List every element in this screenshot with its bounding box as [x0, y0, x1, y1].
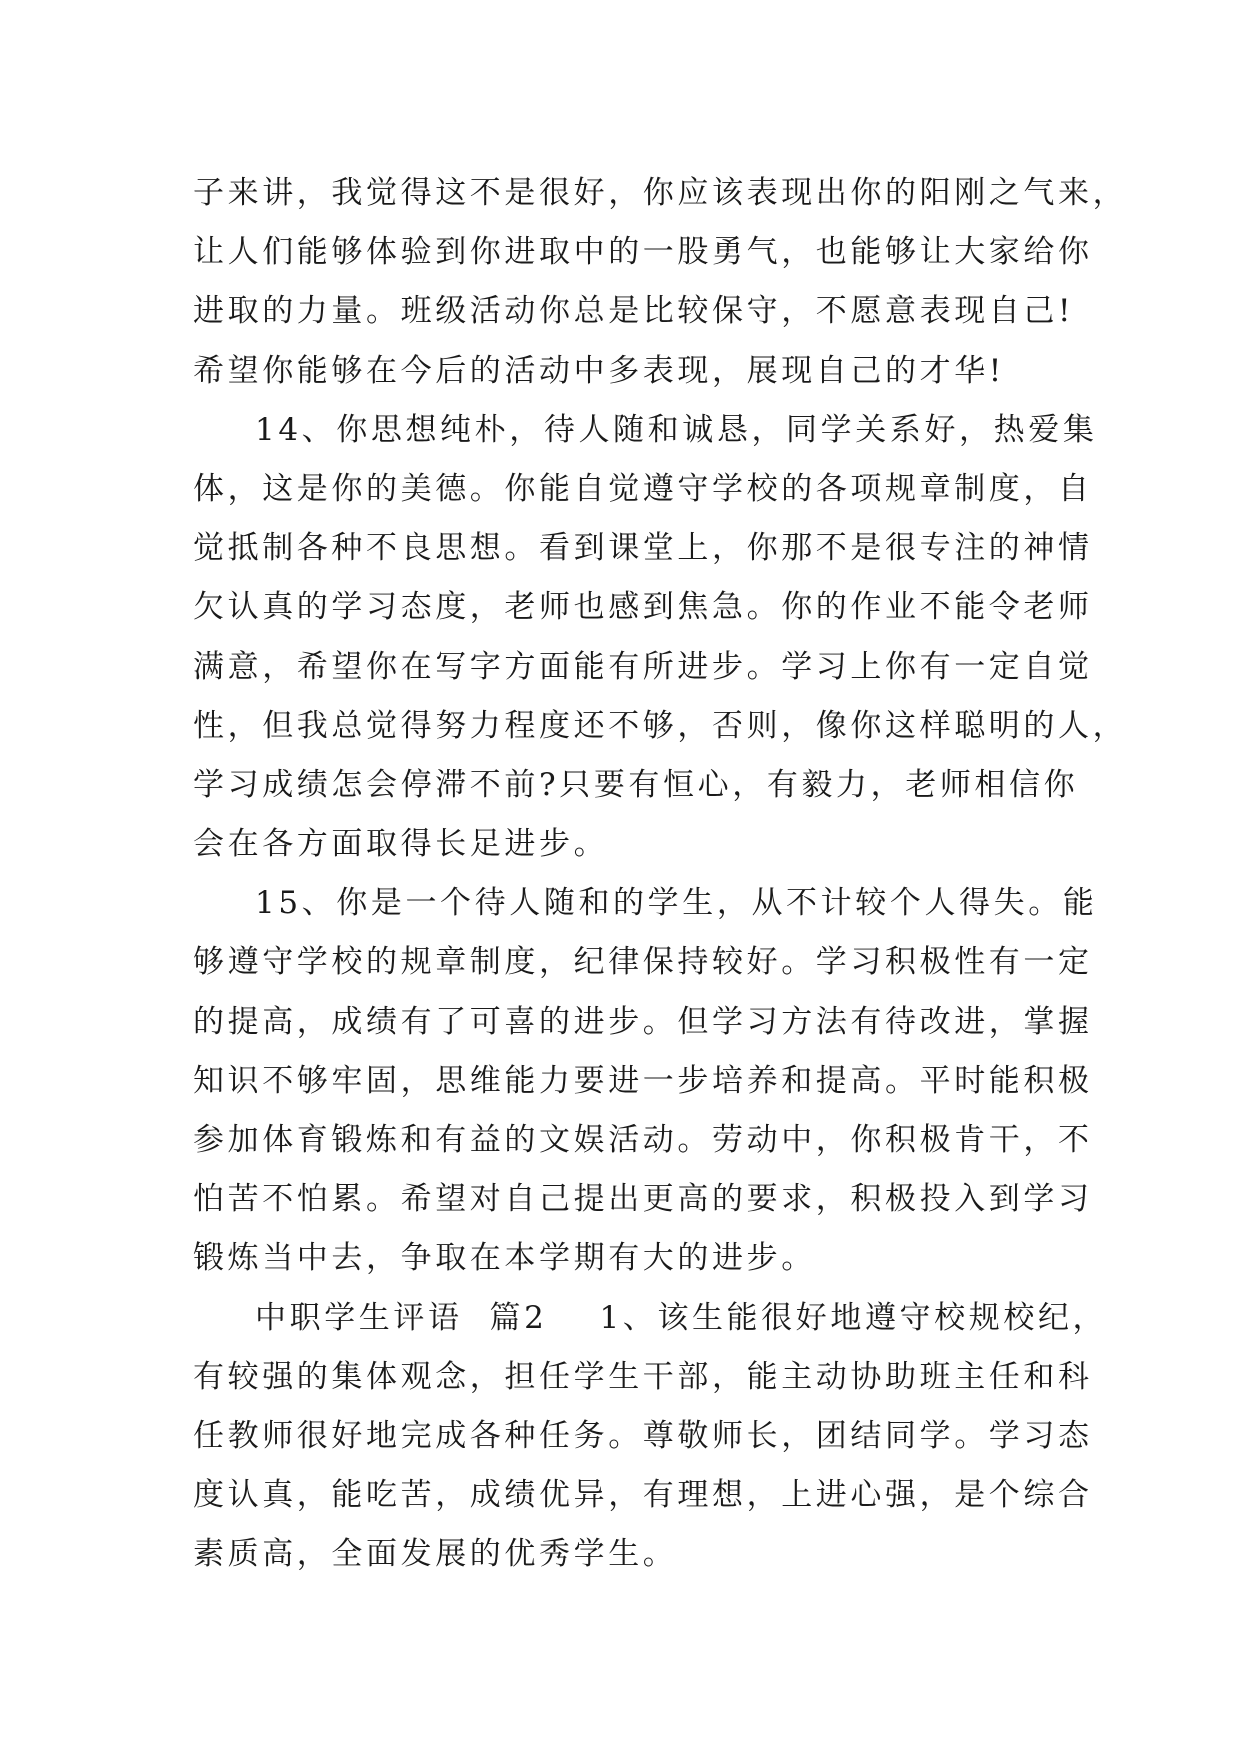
text-line: 满意，希望你在写字方面能有所进步。学习上你有一定自觉	[193, 648, 1093, 685]
text-line: 学习成绩怎会停滞不前?只要有恒心，有毅力，老师相信你	[193, 766, 1079, 803]
text-line-rest: 1、该生能很好地遵守校规校纪，	[599, 1299, 1108, 1336]
text-line: 15、你是一个待人随和的学生，从不计较个人得失。能	[255, 885, 1098, 922]
text-line: 度认真，能吃苦，成绩优异，有理想，上进心强，是个综合	[193, 1477, 1093, 1514]
text-line: 欠认真的学习态度，老师也感到焦急。你的作业不能令老师	[193, 589, 1093, 626]
text-line: 知识不够牢固，思维能力要进一步培养和提高。平时能积极	[193, 1062, 1093, 1099]
text-line: 14、你思想纯朴，待人随和诚恳，同学关系好，热爱集	[255, 411, 1098, 448]
section-heading-line	[193, 1289, 1108, 1348]
text-line: 会在各方面取得长足进步。	[193, 826, 609, 863]
text-line: 觉抵制各种不良思想。看到课堂上，你那不是很专注的神情	[193, 530, 1093, 567]
text-line: 有较强的集体观念，担任学生干部，能主动协助班主任和科	[193, 1358, 1093, 1395]
text-line: 体，这是你的美德。你能自觉遵守学校的各项规章制度，自	[193, 470, 1093, 507]
text-line: 的提高，成绩有了可喜的进步。但学习方法有待改进，掌握	[193, 1003, 1093, 1040]
text-line: 希望你能够在今后的活动中多表现，展现自己的才华!	[193, 352, 1005, 389]
text-line: 子来讲，我觉得这不是很好，你应该表现出你的阳刚之气来，	[193, 175, 1128, 211]
text-line: 任教师很好地完成各种任务。尊敬师长，团结同学。学习态	[193, 1417, 1093, 1454]
section-heading: 中职学生评语 篇2	[255, 1299, 548, 1336]
text-line: 进取的力量。班级活动你总是比较保守，不愿意表现自己!	[193, 293, 1075, 330]
text-line: 够遵守学校的规章制度，纪律保持较好。学习积极性有一定	[193, 944, 1093, 981]
text-line: 素质高，全面发展的优秀学生。	[193, 1536, 678, 1573]
text-line: 参加体育锻炼和有益的文娱活动。劳动中，你积极肯干，不	[193, 1122, 1093, 1158]
text-line: 性，但我总觉得努力程度还不够，否则，像你这样聪明的人，	[193, 707, 1128, 744]
text-line: 锻炼当中去，争取在本学期有大的进步。	[193, 1240, 816, 1277]
text-line: 怕苦不怕累。希望对自己提出更高的要求，积极投入到学习	[193, 1181, 1093, 1218]
text-line: 让人们能够体验到你进取中的一股勇气，也能够让大家给你	[193, 234, 1093, 271]
document-body	[193, 164, 1128, 1585]
